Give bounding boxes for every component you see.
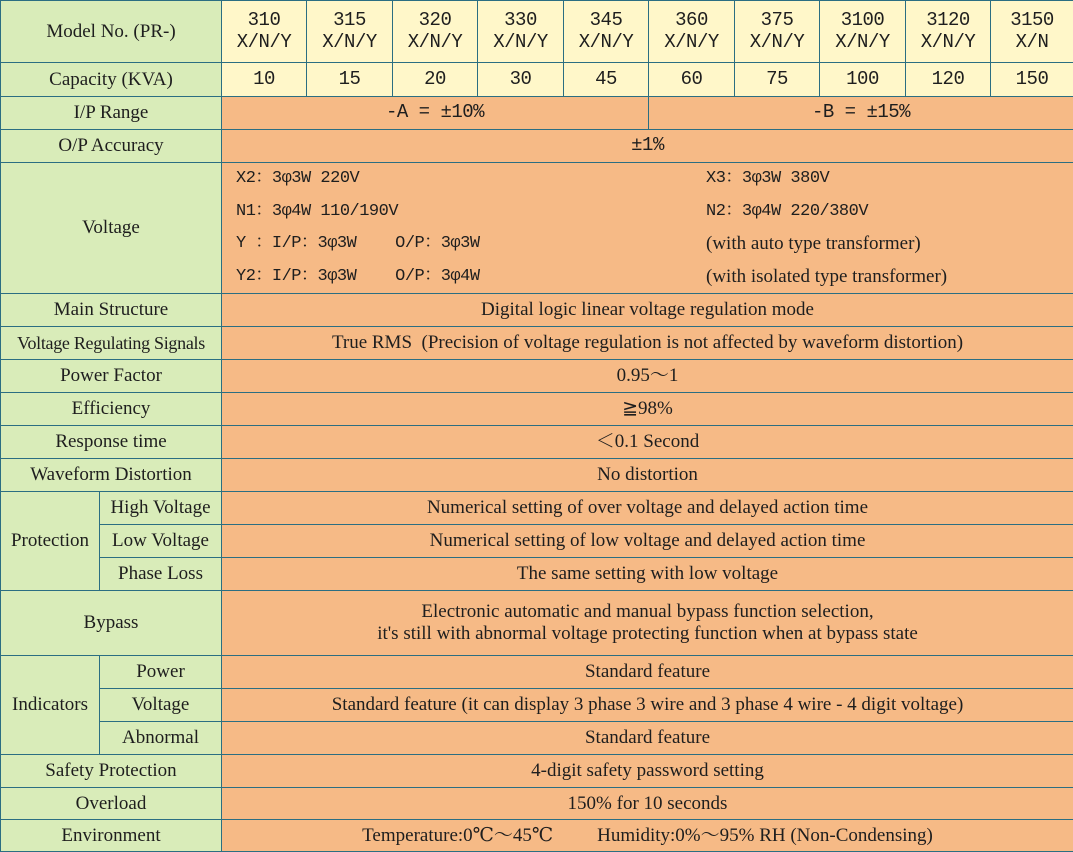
response-row: [1, 426, 1073, 459]
safety-value: 4-digit safety password setting: [222, 755, 1073, 788]
model-cell: 320 X/N/Y: [393, 1, 478, 63]
capacity-value: 120: [906, 63, 991, 97]
capacity-value: 30: [478, 63, 564, 97]
indicators-voltage-row: [1, 689, 1073, 722]
low-voltage-value: Numerical setting of low voltage and delayed action time: [222, 525, 1073, 558]
protection-low-row: [1, 525, 1073, 558]
signals-label: Voltage Regulating Signals: [1, 327, 222, 360]
model-cell: 330 X/N/Y: [478, 1, 564, 63]
voltage-spec: X3：3φ3W 380V: [706, 169, 830, 189]
power-indicator-value: Standard feature: [222, 656, 1073, 689]
capacity-value: 150: [991, 63, 1073, 97]
safety-row: [1, 755, 1073, 788]
voltage-spec: N1：3φ4W 110/190V: [236, 201, 399, 221]
capacity-value: 60: [649, 63, 735, 97]
op-accuracy-value: ±1%: [222, 130, 1073, 163]
overload-row: [1, 788, 1073, 820]
response-label: Response time: [1, 426, 222, 459]
voltage-grid: [222, 163, 1073, 293]
safety-label: Safety Protection: [1, 755, 222, 788]
response-value: ＜0.1 Second: [222, 426, 1073, 459]
bypass-line: it's still with abnormal voltage protecting function when at bypass state: [377, 623, 918, 644]
environment-value: [222, 820, 1073, 852]
op-accuracy-label: O/P Accuracy: [1, 130, 222, 163]
model-label: Model No. (PR-): [1, 1, 222, 63]
abnormal-indicator-value: Standard feature: [222, 722, 1073, 755]
power-factor-value: 0.95～1: [222, 360, 1073, 393]
efficiency-value: ≧98%: [222, 393, 1073, 426]
protection-high-row: [1, 492, 1073, 525]
model-cell: 3150 X/N: [991, 1, 1073, 63]
distortion-label: Waveform Distortion: [1, 459, 222, 492]
capacity-value: 45: [564, 63, 649, 97]
ip-range-row: [1, 97, 1073, 130]
ip-range-a: -A = ±10%: [222, 97, 649, 130]
ip-range-label: I/P Range: [1, 97, 222, 130]
model-cell: 375 X/N/Y: [735, 1, 820, 63]
voltage-note: (with isolated type transformer): [706, 265, 948, 287]
voltage-row: [1, 163, 1073, 294]
bypass-label: Bypass: [1, 591, 222, 656]
voltage-spec: Y2：I/P：3φ3W O/P：3φ4W: [236, 266, 480, 286]
distortion-value: No distortion: [222, 459, 1073, 492]
main-structure-value: Digital logic linear voltage regulation mode: [222, 294, 1073, 327]
ip-range-b: -B = ±15%: [649, 97, 1073, 130]
indicators-label: Indicators: [1, 656, 100, 755]
voltage-label: Voltage: [1, 163, 222, 294]
low-voltage-label: Low Voltage: [100, 525, 222, 558]
environment-row: [1, 820, 1073, 852]
capacity-value: 10: [222, 63, 307, 97]
efficiency-label: Efficiency: [1, 393, 222, 426]
efficiency-row: [1, 393, 1073, 426]
op-accuracy-row: [1, 130, 1073, 163]
high-voltage-label: High Voltage: [100, 492, 222, 525]
humidity-range: Humidity:0%～95% RH (Non-Condensing): [597, 824, 933, 846]
signals-row: [1, 327, 1073, 360]
voltage-spec: X2：3φ3W 220V: [236, 169, 360, 189]
capacity-value: 20: [393, 63, 478, 97]
power-factor-row: [1, 360, 1073, 393]
phase-loss-value: The same setting with low voltage: [222, 558, 1073, 591]
voltage-indicator-label: Voltage: [100, 689, 222, 722]
model-cell: 345 X/N/Y: [564, 1, 649, 63]
distortion-row: [1, 459, 1073, 492]
model-cell: 315 X/N/Y: [307, 1, 393, 63]
protection-label: Protection: [1, 492, 100, 591]
main-structure-label: Main Structure: [1, 294, 222, 327]
capacity-value: 100: [820, 63, 906, 97]
capacity-value: 15: [307, 63, 393, 97]
voltage-indicator-value: Standard feature (it can display 3 phase 3 wire and 3 phase 4 wire - 4 digit voltage): [222, 689, 1073, 722]
bypass-value: [222, 591, 1073, 656]
indicators-power-row: [1, 656, 1073, 689]
phase-loss-label: Phase Loss: [100, 558, 222, 591]
model-cell: 360 X/N/Y: [649, 1, 735, 63]
protection-phase-row: [1, 558, 1073, 591]
voltage-note: (with auto type transformer): [706, 233, 921, 255]
indicators-abnormal-row: [1, 722, 1073, 755]
environment-label: Environment: [1, 820, 222, 852]
model-cell: 310 X/N/Y: [222, 1, 307, 63]
voltage-value: [222, 163, 1073, 294]
model-cell: 3120 X/N/Y: [906, 1, 991, 63]
voltage-spec: N2：3φ4W 220/380V: [706, 201, 869, 221]
signals-value: True RMS (Precision of voltage regulation is not affected by waveform distortion): [222, 327, 1073, 360]
power-factor-label: Power Factor: [1, 360, 222, 393]
bypass-row: [1, 591, 1073, 656]
power-indicator-label: Power: [100, 656, 222, 689]
voltage-spec: Y ：I/P：3φ3W O/P：3φ3W: [236, 234, 480, 254]
capacity-label: Capacity (KVA): [1, 63, 222, 97]
main-structure-row: [1, 294, 1073, 327]
high-voltage-value: Numerical setting of over voltage and delayed action time: [222, 492, 1073, 525]
model-cell: 3100 X/N/Y: [820, 1, 906, 63]
abnormal-indicator-label: Abnormal: [100, 722, 222, 755]
overload-label: Overload: [1, 788, 222, 820]
bypass-line: Electronic automatic and manual bypass function selection,: [421, 601, 874, 623]
overload-value: 150% for 10 seconds: [222, 788, 1073, 820]
temperature-range: Temperature:0℃～45℃: [362, 824, 554, 846]
capacity-value: 75: [735, 63, 820, 97]
capacity-row: [1, 63, 1073, 97]
model-row: [1, 1, 1073, 63]
